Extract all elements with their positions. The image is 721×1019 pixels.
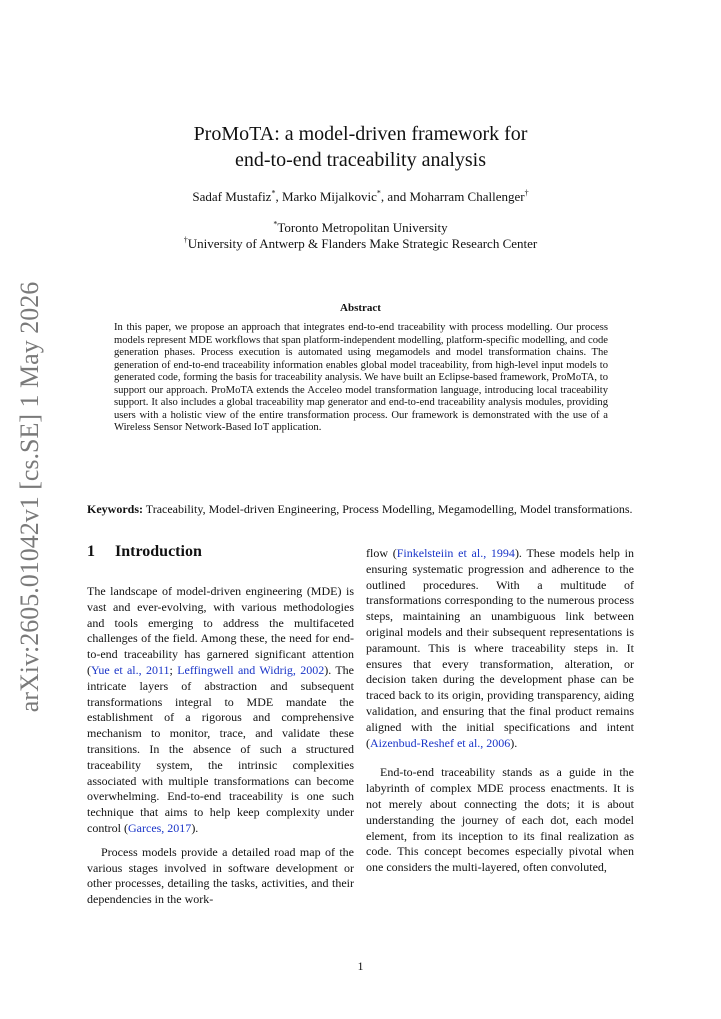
title-line-2: end-to-end traceability analysis bbox=[234, 149, 486, 171]
author-list: Sadaf Mustafiz*, Marko Mijalkovic*, and Moharram Challenger† bbox=[192, 188, 529, 204]
paragraph: flow (Finkelsteiin et al., 1994). These models help in ensuring systematic progression and adherence to the outlined procedures. With a multitude of transformations corresponding to the numerous process steps, maintaining an unambiguous link between original models and their subsequent representations is paramount. This is where traceability steps in. It ensures that every transformation, alteration, or decision taken during the development phase can be traced back to its origin, providing transparency, aiding validation, and ensuring that the final product remains aligned with the initial specifications and intent (Aizenbud-Reshef et al., 2006). bbox=[366, 546, 634, 750]
affiliation-2-mark: † bbox=[183, 235, 188, 245]
affiliations bbox=[0, 220, 721, 252]
author-2-mark: * bbox=[376, 188, 381, 198]
arxiv-identifier bbox=[10, 281, 50, 713]
column-right bbox=[366, 546, 634, 876]
title-line-1: ProMoTA: a model-driven framework for bbox=[193, 123, 528, 145]
paragraph: Process models provide a detailed road map of the various stages involved in software development or other processes, detailing the tasks, activities, and their dependencies in the work- bbox=[87, 844, 354, 907]
author-3: and Moharram Challenger bbox=[387, 189, 525, 204]
author-2: Marko Mijalkovic bbox=[281, 189, 377, 204]
author-1-mark: * bbox=[271, 188, 276, 198]
section-title: Introduction bbox=[115, 543, 202, 560]
keywords bbox=[87, 502, 635, 518]
citation-link[interactable]: Finkelsteiin et al., 1994 bbox=[396, 546, 515, 560]
abstract-heading: Abstract bbox=[340, 302, 381, 314]
citation-link[interactable]: Aizenbud-Reshef et al., 2006 bbox=[370, 735, 511, 750]
paper-title bbox=[0, 121, 721, 173]
paragraph: End-to-end traceability stands as a guide in the labyrinth of complex MDE process enactments. It is not merely about connecting the dots; it is about understanding the journey of each dot, each model element, from its inception to its final realization as code. This concept becomes especially pivotal when one considers the multi-layered, often convoluted, bbox=[366, 765, 634, 875]
author-1: Sadaf Mustafiz bbox=[192, 189, 272, 204]
affiliation-1-mark: * bbox=[273, 219, 278, 229]
affiliation-2: †University of Antwerp & Flanders Make Strategic Research Center bbox=[183, 235, 538, 251]
author-3-mark: † bbox=[524, 188, 529, 198]
arxiv-id-text: arXiv:2605.01042v1 [cs.SE] 1 May 2026 bbox=[15, 281, 44, 713]
abstract-body: In this paper, we propose an approach that integrates end-to-end traceability with process modelling. Our process models represent MDE workflows that span platform-independent modelling, platform-specific modelling, and code generation phases. Process execution is automated using megamodels and model transformation chains. The generation of end-to-end traceability information enables global model traceability, from high-level input models to generated code, forming the basis for traceability analysis. We have built an Eclipse-based framework, ProMoTA, to support our approach. ProMoTA extends the Acceleo model transformation language, introducing local traceability support. It also includes a global traceability map generator and end-to-end traceability analysis modules, providing users with a holistic view of the entire transformation process. Our framework is demonstrated with the use of a Wireless Sensor Network-Based IoT application. bbox=[114, 322, 608, 433]
section-number: 1 bbox=[87, 543, 95, 560]
affiliation-1: *Toronto Metropolitan University bbox=[273, 219, 448, 235]
citation-link[interactable]: Garces, 2017 bbox=[128, 820, 192, 835]
citation-link[interactable]: Leffingwell and Widrig, 2002 bbox=[177, 662, 325, 677]
citation-link[interactable]: Yue et al., 2011 bbox=[91, 662, 170, 677]
keywords-label: Keywords: bbox=[87, 502, 143, 516]
keywords-list: Traceability, Model-driven Engineering, Process Modelling, Megamodelling, Model transformations. bbox=[145, 502, 633, 516]
section-heading bbox=[87, 543, 202, 561]
page-number: 1 bbox=[357, 959, 364, 973]
paragraph: The landscape of model-driven engineering (MDE) is vast and ever-evolving, with various methodologies and tools emerging to address the multifaceted challenges of the field. Among these, the need for end-to-end traceability has garnered significant attention (Yue et al., 2011; Leffingwell and Widrig, 2002). The intricate layers of abstraction and subsequent transformations integral to MDE mandate the establishment of a rigorous and comprehensive mechanism to monitor, trace, and validate these transitions. In the absence of such a structured traceability system, the intrinsic complexities associated with multiple transformations can become overwhelming. End-to-end traceability is one such technique that aims to help keep complexity under control (Garces, 2017). bbox=[87, 584, 354, 835]
column-left bbox=[87, 584, 354, 908]
